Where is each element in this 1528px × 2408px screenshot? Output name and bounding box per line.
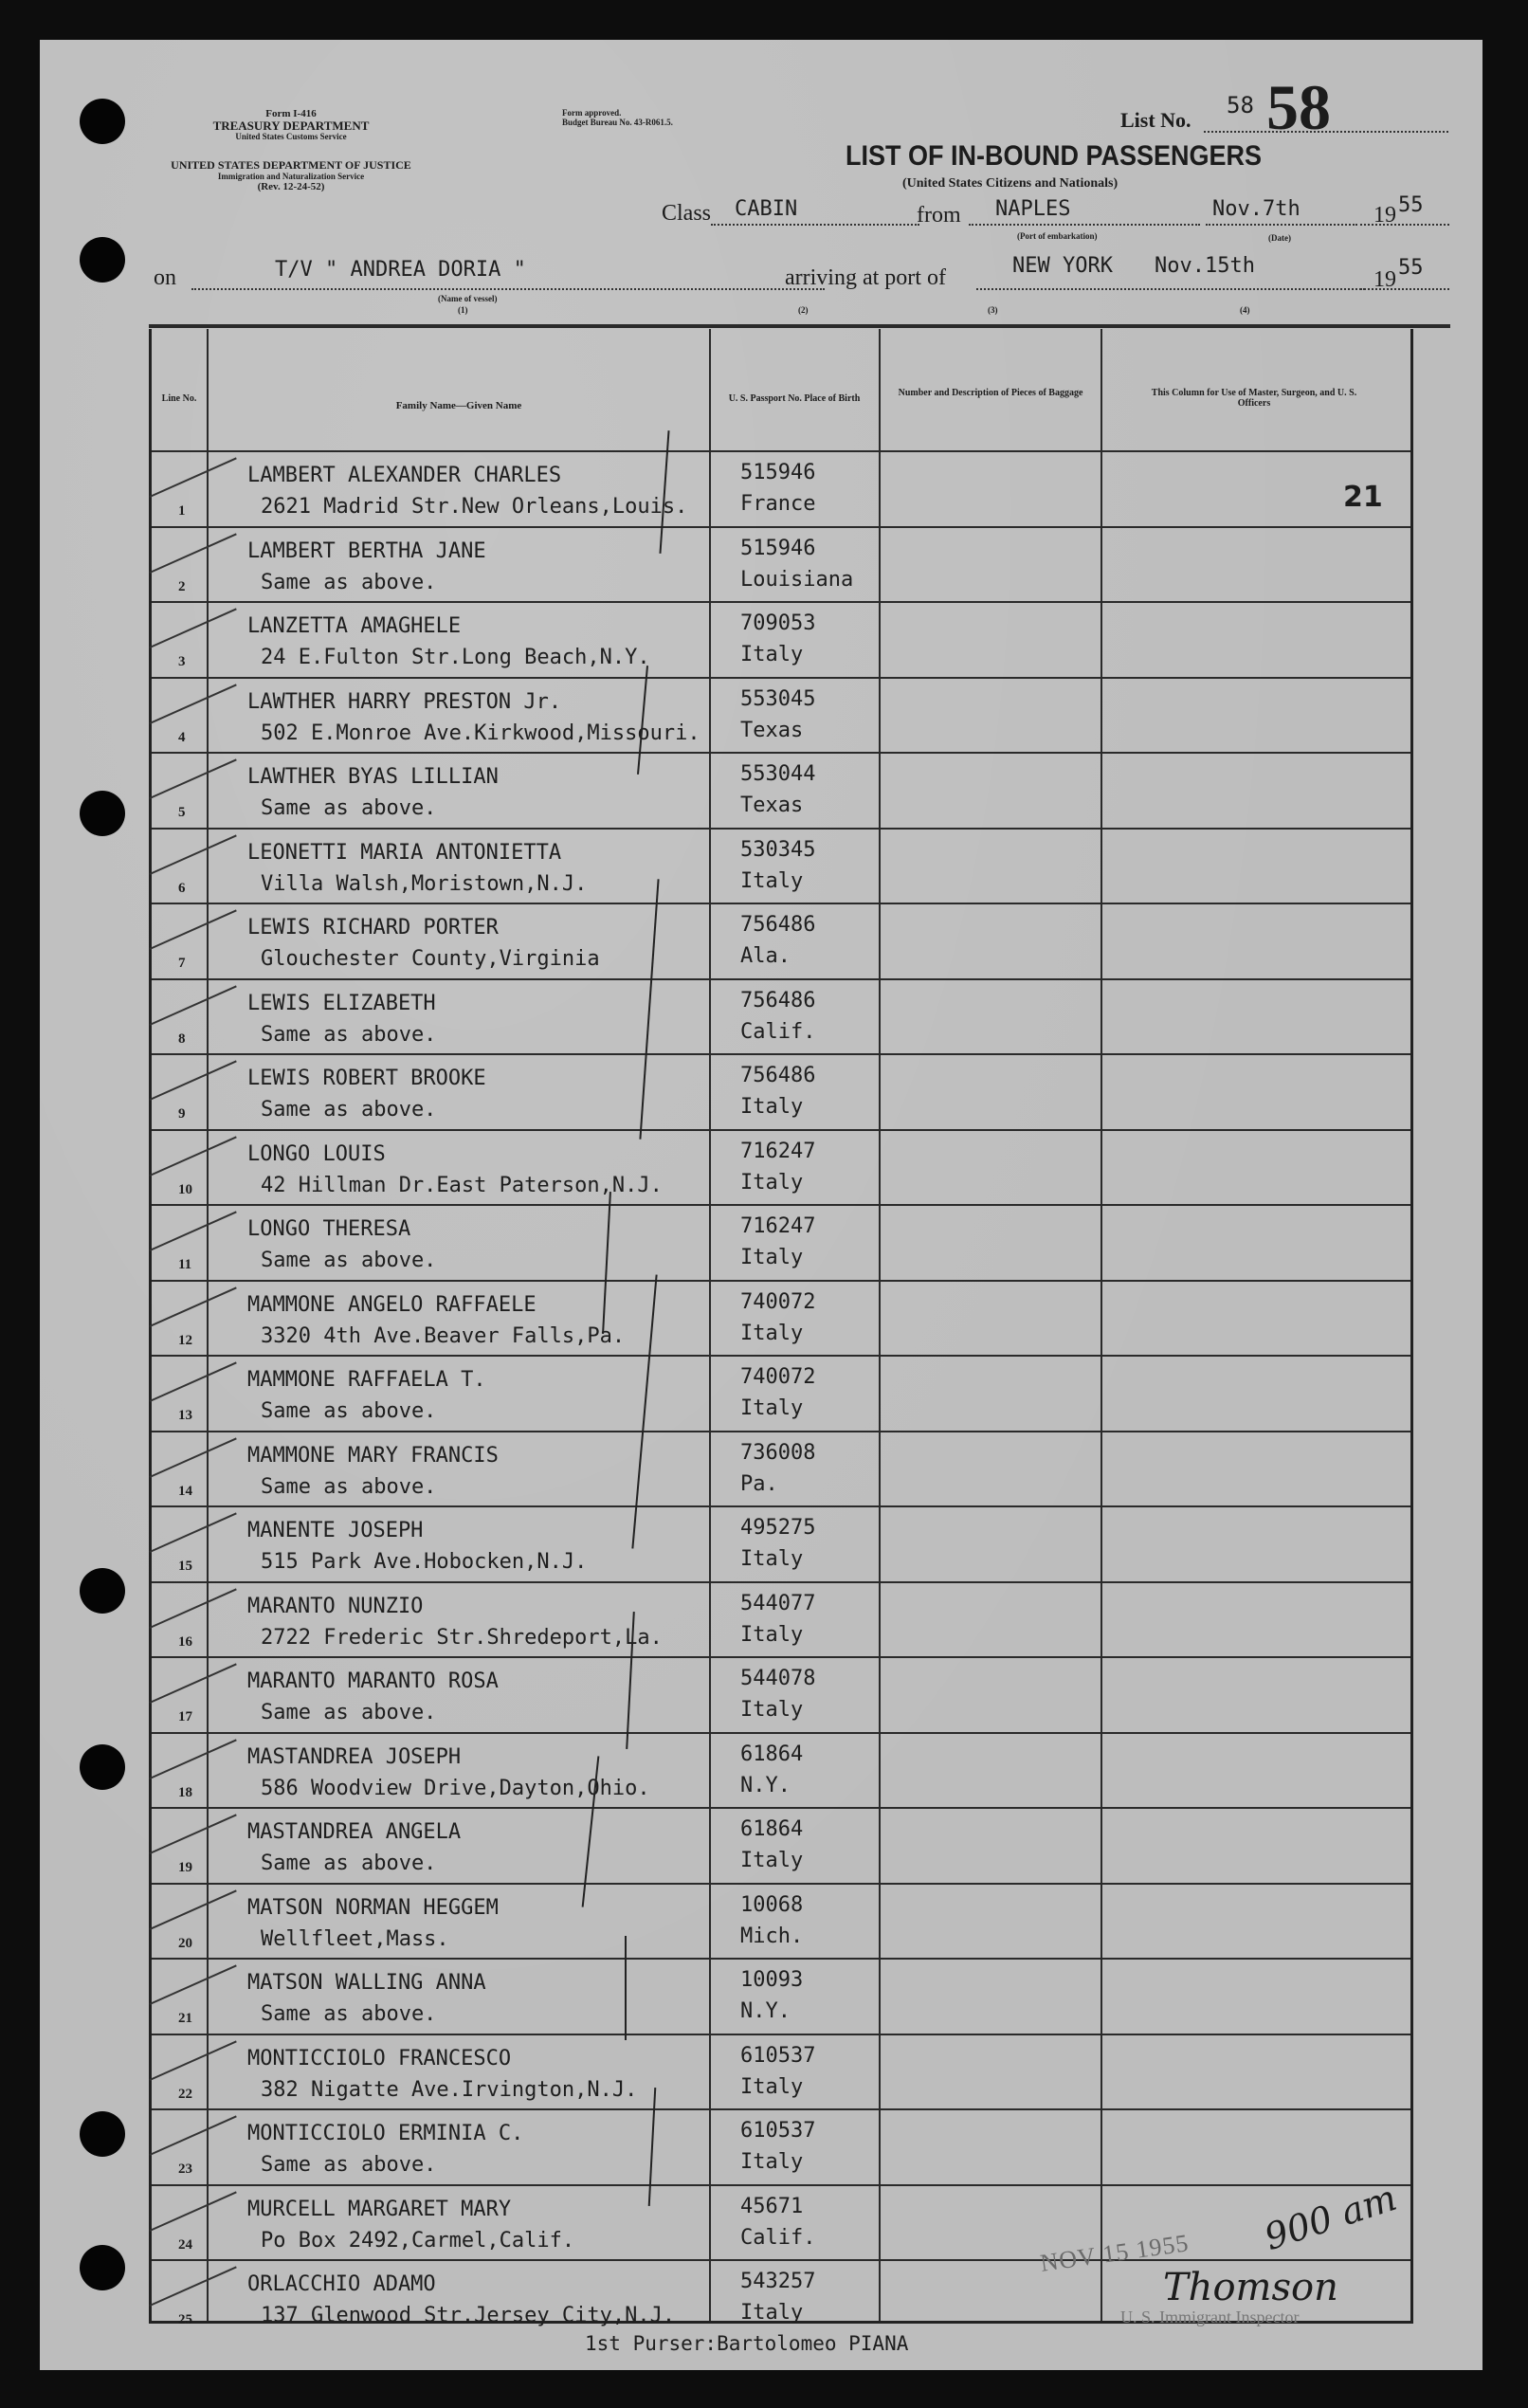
line-number: 18 [178,1784,192,1800]
line-number: 19 [178,1860,192,1875]
col-header-baggage: Number and Description of Pieces of Baggage [898,388,1083,398]
passport-number: 543257 [740,2270,816,2293]
tick-mark [150,1211,237,1251]
table-row [152,2108,1410,2184]
tick-mark [150,608,237,648]
budget-bureau-number: Budget Bureau No. 43-R061.5. [562,118,673,127]
line-number: 17 [178,1709,192,1724]
passport-number: 740072 [740,1365,816,1389]
table-row [152,601,1410,677]
place-of-birth: Italy [740,1246,804,1269]
table-row [152,1053,1410,1129]
passenger-name: LAWTHER BYAS LILLIAN [247,765,499,789]
passenger-name: MARANTO MARANTO ROSA [247,1669,499,1693]
form-justice: UNITED STATES DEPARTMENT OF JUSTICE [171,158,411,172]
passenger-address: 2722 Frederic Str.Shredeport,La. [261,1625,663,1650]
passenger-address: Same as above. [261,1701,437,1724]
top-rule [149,324,1450,328]
list-number-typed: 58 [1227,92,1254,119]
table-row [152,978,1410,1054]
passenger-address: 515 Park Ave.Hobocken,N.J. [261,1550,588,1574]
passenger-table [149,329,1413,2327]
place-of-birth: Italy [740,1321,804,1345]
date-line [1206,224,1357,226]
passport-number: 740072 [740,1289,816,1314]
passenger-name: LEWIS RICHARD PORTER [247,916,499,939]
passenger-address: Glouchester County,Virginia [261,947,600,971]
place-of-birth: Italy [740,1396,804,1420]
col-header-name: Family Name—Given Name [395,400,522,411]
place-of-birth: Calif. [740,2225,816,2250]
passport-number: 756486 [740,988,816,1012]
passenger-address: Same as above. [261,1399,437,1423]
tick-mark [150,2266,237,2307]
punch-hole [80,791,125,836]
table-row [152,450,1410,526]
form-department: TREASURY DEPARTMENT [212,119,370,133]
tick-mark [150,1286,237,1327]
passenger-address: Same as above. [261,570,437,594]
tick-mark [150,1512,237,1553]
line-number: 13 [178,1408,192,1423]
place-of-birth: Italy [740,1622,804,1647]
tick-mark [150,1739,237,1779]
passenger-address: Same as above. [261,2002,437,2026]
passenger-name: LEONETTI MARIA ANTONIETTA [247,840,562,865]
passenger-address: 586 Woodview Drive,Dayton,Ohio. [261,1776,650,1800]
table-row [152,1280,1410,1356]
passport-number: 553044 [740,762,816,786]
line-number: 6 [178,880,186,896]
line-number: 23 [178,2162,192,2177]
passenger-name: MAMMONE MARY FRANCIS [247,1443,499,1468]
line-number: 14 [178,1483,192,1499]
table-row [152,1129,1410,1205]
year-line-2 [1360,288,1449,290]
passport-number: 709053 [740,611,816,635]
passenger-address: Same as above. [261,2153,437,2177]
line-number: 9 [178,1106,186,1122]
list-number-stamp: 58 [1266,71,1331,143]
purser-line: 1st Purser:Bartolomeo PIANA [585,2332,909,2355]
passenger-name: MAMMONE RAFFAELA T. [247,1368,486,1392]
passenger-name: LONGO LOUIS [247,1141,386,1166]
passenger-name: LANZETTA AMAGHELE [247,614,462,638]
table-row [152,1958,1410,2034]
passport-number: 756486 [740,1064,816,1087]
tick-mark [150,2191,237,2232]
vessel-name: T/V " ANDREA DORIA " [275,258,526,282]
tick-mark [150,1136,237,1177]
place-of-birth: Italy [740,1849,804,1872]
col-header-line: Line No. [161,393,197,404]
pen-check-mark [625,1936,627,2040]
passport-number: 736008 [740,1440,816,1465]
officer-mark: 21 [1343,481,1383,514]
table-row [152,1355,1410,1431]
line-number: 22 [178,2086,192,2102]
passport-number: 610537 [740,2119,816,2143]
place-of-birth: Mich. [740,1924,804,1948]
line-number: 1 [178,503,186,519]
table-row [152,1807,1410,1883]
passenger-address: 24 E.Fulton Str.Long Beach,N.Y. [261,646,650,669]
tick-mark [150,1889,237,1930]
tick-mark [150,2040,237,2081]
caption-3: (3) [988,305,998,315]
tick-mark [150,1814,237,1854]
passport-number: 610537 [740,2043,816,2068]
passport-number: 10068 [740,1892,804,1917]
line-number: 21 [178,2011,192,2026]
line-number: 4 [178,729,186,745]
passport-number: 515946 [740,536,816,560]
tick-mark [150,684,237,724]
passenger-address: Villa Walsh,Moristown,N.J. [261,871,588,896]
place-of-birth: Pa. [740,1471,778,1496]
passport-number: 45671 [740,2194,804,2218]
passenger-address: Wellfleet,Mass. [261,1926,449,1951]
passport-number: 10093 [740,1968,804,1992]
line-number: 24 [178,2236,192,2253]
arrival-date: Nov.15th [1155,254,1255,278]
line-number: 8 [178,1031,186,1047]
place-of-birth: Italy [740,868,804,893]
passenger-address: 42 Hillman Dr.East Paterson,N.J. [261,1173,663,1197]
passenger-address: 2621 Madrid Str.New Orleans,Louis. [261,495,688,519]
passenger-name: LEWIS ELIZABETH [247,991,436,1015]
passenger-name: MASTANDREA ANGELA [247,1820,462,1844]
list-number-label: List No. [1120,108,1191,132]
place-of-birth: Italy [740,2301,804,2325]
passport-number: 716247 [740,1214,816,1238]
place-of-birth: Ala. [740,944,791,968]
year-1: 55 [1398,193,1424,217]
tick-mark [150,1060,237,1101]
tick-mark [150,1964,237,2005]
punch-hole [80,1568,125,1614]
place-of-birth: N.Y. [740,1773,791,1797]
date-caption: (Date) [1268,233,1291,243]
arrival-port: NEW YORK [1012,254,1113,278]
handwritten-time: 900 am [1259,2176,1402,2259]
place-of-birth: Italy [740,1698,804,1722]
form-approved-text: Form approved. [562,108,622,118]
col-header-passport: U. S. Passport No. Place of Birth [728,393,861,404]
passport-number: 716247 [740,1139,816,1163]
passport-number: 515946 [740,461,816,484]
tick-mark [150,533,237,574]
passenger-name: MATSON WALLING ANNA [247,1971,486,1995]
arrival-line [976,288,1365,290]
line-number: 5 [178,805,186,820]
passport-number: 544077 [740,1591,816,1615]
table-row [152,1883,1410,1959]
page-subtitle: (United States Citizens and Nationals) [902,176,1119,191]
on-label: on [154,265,176,290]
date-stamp: NOV 15 1955 [1038,2229,1191,2277]
col-header-officers: This Column for Use of Master, Surgeon, and U. S. Officers [1151,388,1357,409]
tick-mark [150,1663,237,1704]
tick-mark [150,1437,237,1478]
inspector-caption: U. S. Immigrant Inspector [1120,2308,1300,2326]
passport-number: 495275 [740,1516,816,1540]
passenger-address: Same as above. [261,1022,437,1047]
punch-hole [80,99,125,144]
place-of-birth: N.Y. [740,1999,791,2023]
punch-hole [80,2245,125,2290]
passport-number: 530345 [740,837,816,862]
caption-2: (2) [798,305,809,315]
table-row [152,1204,1410,1280]
passport-number: 544078 [740,1667,816,1690]
passenger-name: MONTICCIOLO ERMINIA C. [247,2122,524,2145]
place-of-birth: Italy [740,1547,804,1571]
place-of-birth: Italy [740,643,804,666]
passenger-name: MANENTE JOSEPH [247,1519,424,1542]
passenger-name: MAMMONE ANGELO RAFFAELE [247,1292,537,1317]
page-title: LIST OF IN-BOUND PASSENGERS [846,140,1263,172]
tick-mark [150,834,237,875]
from-label: from [917,203,961,228]
tick-mark [150,457,237,498]
port-embark-line [969,224,1200,226]
passenger-name: MASTANDREA JOSEPH [247,1744,462,1769]
form-ins: Immigration and Naturalization Service [217,172,365,181]
passport-number: 61864 [740,1742,804,1766]
line-number: 11 [178,1257,192,1272]
place-of-birth: Calif. [740,1019,816,1044]
table-row [152,1581,1410,1657]
passenger-name: ORLACCHIO ADAMO [247,2272,436,2296]
line-number: 3 [178,654,186,669]
line-number: 15 [178,1559,192,1574]
passenger-address: Same as above. [261,1474,437,1499]
passport-number: 756486 [740,913,816,937]
passport-number: 553045 [740,686,816,711]
passenger-name: MARANTO NUNZIO [247,1594,424,1618]
tick-mark [150,985,237,1026]
tick-mark [150,2115,237,2156]
passenger-address: 502 E.Monroe Ave.Kirkwood,Missouri. [261,721,700,745]
line-number: 10 [178,1181,192,1197]
line-number: 16 [178,1633,192,1650]
tick-mark [150,1361,237,1402]
punch-hole [80,237,125,283]
class-label: Class [662,201,712,226]
passenger-name: MURCELL MARGARET MARY [247,2197,512,2221]
caption-4: (4) [1240,305,1250,315]
passenger-name: LAMBERT ALEXANDER CHARLES [247,464,562,487]
year-2: 55 [1398,256,1424,280]
place-of-birth: Texas [740,794,804,817]
year-prefix-1: 19 [1373,203,1396,228]
class-value: CABIN [735,197,798,221]
passenger-name: MONTICCIOLO FRANCESCO [247,2046,512,2071]
port-of-embarkation: NAPLES [995,197,1071,221]
caption-1: (1) [458,305,468,315]
form-number: Form I-416 [265,108,317,119]
passport-number: 61864 [740,1817,804,1841]
place-of-birth: France [740,492,816,516]
place-of-birth: Italy [740,1170,804,1195]
class-line [711,224,919,226]
arriving-label: arriving at port of [785,265,946,290]
vessel-caption: (Name of vessel) [438,294,498,303]
line-number: 7 [178,956,186,971]
form-block [149,109,433,142]
form-approved [562,108,673,127]
document-sheet [40,40,1483,2370]
tick-mark [150,758,237,799]
table-row [152,1656,1410,1732]
justice-block [149,159,433,192]
year-prefix-2: 19 [1373,267,1396,292]
passenger-address: 3320 4th Ave.Beaver Falls,Pa. [261,1323,626,1348]
passenger-name: LONGO THERESA [247,1217,411,1241]
place-of-birth: Italy [740,2150,804,2174]
passenger-address: Same as above. [261,1852,437,1875]
line-number: 12 [178,1332,192,1348]
tick-mark [150,909,237,950]
table-row [152,828,1410,903]
table-row [152,1732,1410,1808]
punch-hole [80,1744,125,1790]
port-embark-caption: (Port of embarkation) [1017,231,1098,241]
vessel-line [191,288,825,290]
table-row [152,1505,1410,1581]
form-service: United States Customs Service [235,132,347,141]
table-row [152,2184,1410,2260]
passenger-address: Same as above. [261,796,437,820]
table-row [152,677,1410,753]
line-number: 20 [178,1935,192,1951]
line-number: 25 [178,2312,192,2327]
table-row [152,903,1410,978]
embark-date: Nov.7th [1212,197,1301,221]
table-row [152,526,1410,602]
inspector-signature: Thomson [1163,2266,1338,2309]
place-of-birth: Italy [740,1095,804,1119]
punch-hole [80,2111,125,2157]
place-of-birth: Italy [740,2074,804,2099]
passenger-name: LAMBERT BERTHA JANE [247,538,486,563]
year-line-1 [1360,224,1449,226]
table-row [152,1431,1410,1506]
passenger-address: Same as above. [261,1098,437,1122]
tick-mark [150,1588,237,1629]
passenger-address: 382 Nigatte Ave.Irvington,N.J. [261,2077,638,2102]
passenger-name: LEWIS ROBERT BROOKE [247,1067,486,1090]
place-of-birth: Texas [740,718,804,742]
passenger-address: Same as above. [261,1249,437,1272]
passenger-name: MATSON NORMAN HEGGEM [247,1895,499,1920]
passenger-name: LAWTHER HARRY PRESTON Jr. [247,689,562,714]
table-row [152,752,1410,828]
table-row [152,2034,1410,2109]
place-of-birth: Louisiana [740,567,854,592]
passenger-address: Po Box 2492,Carmel,Calif. [261,2228,575,2253]
passenger-address: 137 Glenwood Str.Jersey City,N.J. [261,2304,676,2327]
line-number: 2 [178,578,186,594]
form-rev: (Rev. 12-24-52) [257,181,325,192]
